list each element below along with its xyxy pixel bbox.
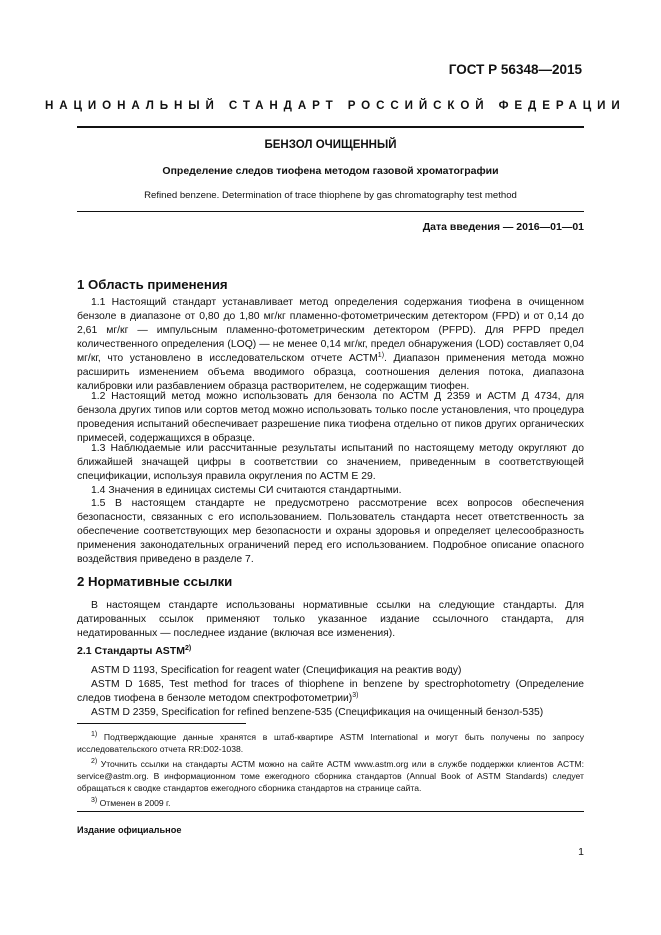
english-title: Refined benzene. Determination of trace thiophene by gas chromatography test method	[144, 190, 517, 201]
title-divider	[77, 126, 584, 128]
gost-code: ГОСТ Р 56348—2015	[448, 62, 582, 77]
section-2-intro: В настоящем стандарте использованы нормативные ссылки на следующие стандарты. Для датированных ссылок применяют только указанное издание ссылочного стандарта, для недатированных — последнее издание (включая все изменения).	[77, 600, 584, 639]
national-standard-title: НАЦИОНАЛЬНЫЙ СТАНДАРТ РОССИЙСКОЙ ФЕДЕРАЦИИ	[45, 99, 626, 112]
footnote-3: $^{3)}$ Отменен в 2009 г.	[91, 797, 171, 808]
subsection-2-1-heading: 2.1 Стандарты ASTM$^{2)}$	[77, 645, 192, 657]
reference-item: ASTM D 1685, Test method for traces of thiophene in benzene by spectrophotometry (Определение следов тиофена в бензоле методом спектрофотометрии)$^{3)}$	[77, 679, 584, 704]
paragraph-1-4: 1.4 Значения в единицах системы СИ считаются стандартными.	[91, 485, 402, 496]
paragraph-1-2: 1.2 Настоящий метод можно использовать для бензола по АСТМ Д 2359 и АСТМ Д 4734, для бензола других типов или сортов метод можно использовать только после установления, что процедура проведения испытаний обеспечивает разрешение пика тиофена отдельно от пиков других органических примесей, содержащихся в образце.	[77, 391, 584, 444]
section-1-heading: 1 Область применения	[77, 277, 228, 292]
footnote-divider	[77, 723, 246, 724]
paragraph-1-1: 1.1 Настоящий стандарт устанавливает метод определения содержания тиофена в очищенном бензоле в диапазоне от 0,80 до 1,80 мг/кг пламенно-фотометрическим детектором (FPD) и от 0,14 до 2,61 мг/кг — импульсным пламенно-фотометрическим детектором (PFPD). Для PFPD предел количественного определения (LOQ) — не менее 0,14 мг/кг, предел обнаружения (LOD) составляет 0,04 мг/кг, что установлено в исследовательском отчете АСТМ$^{1)}$. Диапазон применения метода можно расширить изменением объема вводимого образца, соотношения деления потока, диапазона калибровки или разбавлением образца растворителем, не содержащим тиофен.	[77, 297, 584, 392]
footnote-1: $^{1)}$ Подтверждающие данные хранятся в штаб-квартире ASTM International и могут быть получены по запросу исследовательского отчета RR:D02-1038.	[77, 731, 584, 754]
reference-item: ASTM D 2359, Specification for refined benzene-535 (Спецификация на очищенный бензол-535)	[91, 707, 544, 718]
title-bottom-divider	[77, 211, 584, 212]
document-subtitle: Определение следов тиофена методом газовой хроматографии	[162, 165, 499, 177]
page-number: 1	[578, 846, 584, 858]
official-edition-label: Издание официальное	[77, 825, 182, 835]
footer-divider	[77, 811, 584, 812]
introduction-date: Дата введения — 2016—01—01	[422, 221, 584, 233]
paragraph-1-3: 1.3 Наблюдаемые или рассчитанные результаты испытаний по настоящему методу округляют до ближайшей значащей цифры в соответствии со значением, приведенным в соответствующей спецификации, используя правила округления по АСТМ Е 29.	[77, 443, 584, 482]
document-title: БЕНЗОЛ ОЧИЩЕННЫЙ	[264, 139, 397, 151]
reference-item: ASTM D 1193, Specification for reagent water (Спецификация на реактив воду)	[91, 665, 462, 676]
section-2-heading: 2 Нормативные ссылки	[77, 574, 233, 589]
paragraph-1-5: 1.5 В настоящем стандарте не предусмотрено рассмотрение всех вопросов обеспечения безопасности, связанных с его использованием. Пользователь стандарта несет ответственность за обеспечение соответствующих мер безопасности и охраны здоровья и определяет целесообразность применения законодательных ограничений перед его использованием. Подробное описание опасного воздействия приведено в разделе 7.	[77, 498, 584, 565]
footnote-2: $^{2)}$ Уточнить ссылки на стандарты АСТМ можно на сайте АСТМ www.astm.org или в службе поддержки клиентов ACTM: service@astm.org. В информационном томе ежегодного сборника стандартов (Annual Book of ASTM Standards) следует обращаться к сводке стандартов ежегодного сборника стандартов на странице сайта.	[77, 758, 584, 793]
